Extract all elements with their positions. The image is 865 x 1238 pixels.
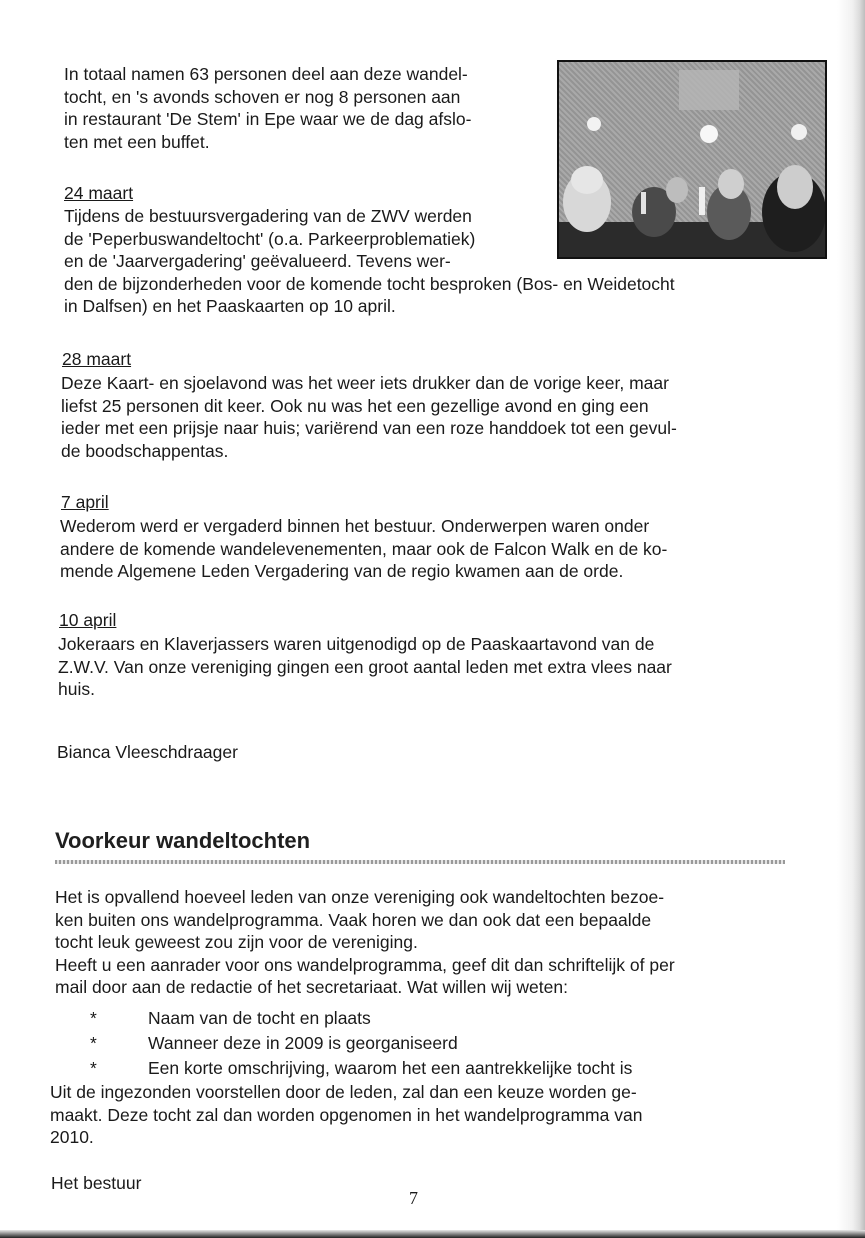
text-line: maakt. Deze tocht zal dan worden opgenomen in het wandelprogramma van xyxy=(50,1104,643,1125)
text-line: in Dalfsen) en het Paaskaarten op 10 april. xyxy=(64,296,396,316)
text-line: Tijdens de bestuursvergadering van de ZWV werden xyxy=(64,206,472,226)
bullet-marker: * xyxy=(90,1008,97,1028)
list-item xyxy=(90,1031,632,1056)
text-line: Uit de ingezonden voorstellen door de leden, zal dan een keuze worden ge- xyxy=(50,1082,637,1102)
section-paragraph-2 xyxy=(50,1081,642,1149)
text-line: de boodschappentas. xyxy=(61,440,229,461)
section-title: Voorkeur wandeltochten xyxy=(55,828,311,853)
entry-date: 10 april xyxy=(59,610,117,630)
text-line: Heeft u een aanrader voor ons wandelprogramma, geef dit dan schriftelijk of per xyxy=(55,954,675,975)
text-line: ieder met een prijsje naar huis; variërend van een roze handdoek tot een gevul- xyxy=(61,418,677,438)
entry-paragraph xyxy=(61,372,677,462)
list-item-text: Naam van de tocht en plaats xyxy=(148,1008,371,1028)
text-line: huis. xyxy=(58,679,95,699)
text-line: tocht, en 's avonds schoven er nog 8 personen aan xyxy=(64,86,461,107)
list-item-text: Een korte omschrijving, waarom het een aantrekkelijke tocht is xyxy=(148,1058,633,1078)
text-line: Z.W.V. Van onze vereniging gingen een groot aantal leden met extra vlees naar xyxy=(58,656,672,677)
text-line: mail door aan de redactie of het secretariaat. Wat willen wij weten: xyxy=(55,977,568,997)
text-line: en de 'Jaarvergadering' geëvalueerd. Tevens wer- xyxy=(64,251,451,271)
section-paragraph-1 xyxy=(55,886,675,999)
entry-date: 24 maart xyxy=(64,183,134,203)
entry-paragraph xyxy=(64,205,675,318)
text-line: den de bijzonderheden voor de komende tocht besproken (Bos- en Weidetocht xyxy=(64,273,675,294)
list-item xyxy=(90,1056,632,1081)
text-line: de 'Peperbuswandeltocht' (o.a. Parkeerproblematiek) xyxy=(64,228,476,249)
signature-author: Bianca Vleeschdraager xyxy=(57,742,238,762)
text-line: Deze Kaart- en sjoelavond was het weer iets drukker dan de vorige keer, maar xyxy=(61,373,669,393)
entry-paragraph xyxy=(58,633,672,701)
list-item-text: Wanneer deze in 2009 is georganiseerd xyxy=(148,1033,458,1053)
text-line: Het is opvallend hoeveel leden van onze vereniging ook wandeltochten bezoe- xyxy=(55,887,665,907)
text-line: 2010. xyxy=(50,1127,94,1147)
list-item xyxy=(90,1006,632,1031)
text-line: tocht leuk geweest zou zijn voor de vereniging. xyxy=(55,932,418,952)
bullet-marker: * xyxy=(90,1033,97,1053)
bullet-marker: * xyxy=(90,1058,97,1078)
entry-date: 7 april xyxy=(61,492,109,512)
section-divider xyxy=(55,860,785,864)
text-line: ten met een buffet. xyxy=(64,131,210,152)
page-number: 7 xyxy=(409,1188,418,1208)
text-line: mende Algemene Leden Vergadering van de regio kwamen aan de orde. xyxy=(60,561,624,581)
entry-paragraph xyxy=(60,515,667,583)
signature-board: Het bestuur xyxy=(51,1173,142,1193)
text-line: In totaal namen 63 personen deel aan deze wandel- xyxy=(64,64,468,84)
text-line: ken buiten ons wandelprogramma. Vaak horen we dan ook dat een bepaalde xyxy=(55,909,652,930)
text-line: in restaurant 'De Stem' in Epe waar we de dag afslo- xyxy=(64,109,472,129)
text-line: liefst 25 personen dit keer. Ook nu was het een gezellige avond en ging een xyxy=(61,395,649,416)
bullet-list xyxy=(90,1006,632,1081)
entry-date: 28 maart xyxy=(62,349,132,369)
text-line: andere de komende wandelevenementen, maar ook de Falcon Walk en de ko- xyxy=(60,538,668,559)
text-line: Jokeraars en Klaverjassers waren uitgenodigd op de Paaskaartavond van de xyxy=(58,634,655,654)
text-line: Wederom werd er vergaderd binnen het bestuur. Onderwerpen waren onder xyxy=(60,516,650,536)
intro-paragraph xyxy=(64,63,471,153)
